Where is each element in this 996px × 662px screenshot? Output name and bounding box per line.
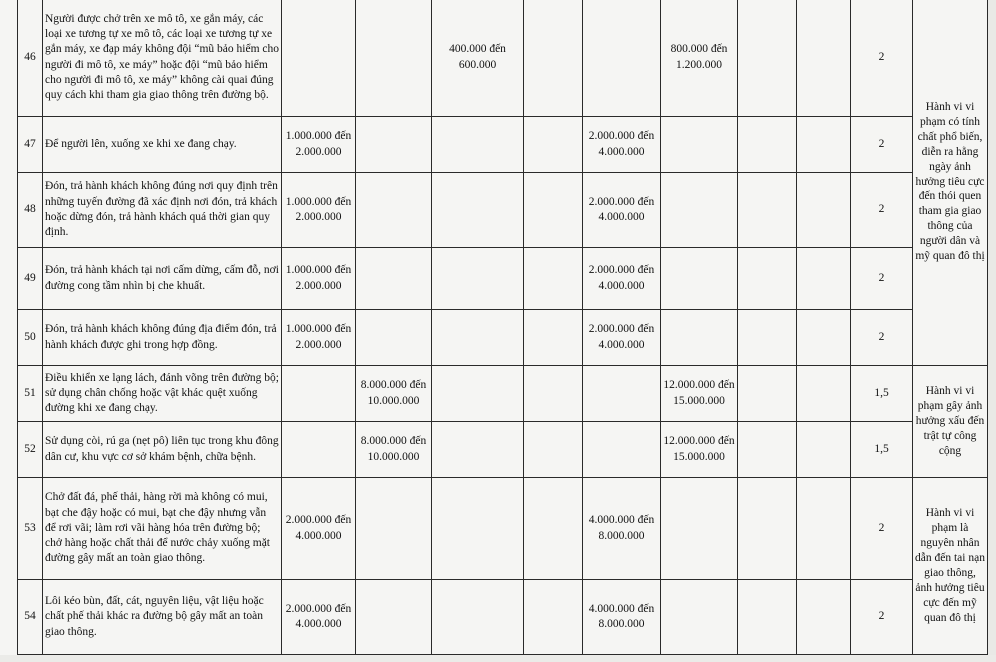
fine-cell [524, 478, 583, 580]
fine-cell [356, 478, 432, 580]
fine-cell [661, 310, 738, 366]
row-number: 49 [18, 248, 43, 310]
empty-cell [797, 310, 851, 366]
fine-cell: 4.000.000 đến 8.000.000 [583, 478, 661, 580]
fine-cell [356, 248, 432, 310]
fine-cell [583, 0, 661, 117]
fine-cell: 2.000.000 đến 4.000.000 [583, 173, 661, 248]
table-row [18, 173, 988, 248]
fine-cell: 400.000 đến 600.000 [432, 0, 524, 117]
row-number: 53 [18, 478, 43, 580]
row-number: 46 [18, 0, 43, 117]
fine-cell: 1.000.000 đến 2.000.000 [282, 248, 356, 310]
row-number: 47 [18, 117, 43, 173]
fine-cell [432, 248, 524, 310]
fine-cell [661, 580, 738, 655]
empty-cell [797, 248, 851, 310]
empty-cell [797, 173, 851, 248]
group-note: Hành vi vi phạm là nguyên nhân dẫn đến tai nạn giao thông, ảnh hưởng tiêu cực đến mỹ quan đô thị [913, 478, 988, 655]
fine-cell [432, 580, 524, 655]
fine-cell [738, 580, 797, 655]
penalty-table [17, 0, 988, 655]
multiplier-cell: 2 [851, 478, 913, 580]
multiplier-cell: 2 [851, 248, 913, 310]
fine-cell [356, 580, 432, 655]
table-row [18, 248, 988, 310]
fine-cell [432, 310, 524, 366]
fine-cell: 1.000.000 đến 2.000.000 [282, 310, 356, 366]
violation-description: Đón, trả hành khách không đúng địa điểm đón, trả hành khách được ghi trong hợp đồng. [43, 310, 282, 366]
violation-description: Đón, trả hành khách tại nơi cấm dừng, cấm đỗ, nơi đường cong tầm nhìn bị che khuất. [43, 248, 282, 310]
table-row [18, 422, 988, 478]
table-row [18, 366, 988, 422]
page-edge-shadow [988, 0, 996, 662]
violation-description: Sử dụng còi, rú ga (nẹt pô) liên tục trong khu đông dân cư, khu vực cơ sở khám bệnh, chữa bệnh. [43, 422, 282, 478]
fine-cell [738, 366, 797, 422]
empty-cell [797, 0, 851, 117]
fine-cell: 800.000 đến 1.200.000 [661, 0, 738, 117]
fine-cell: 8.000.000 đến 10.000.000 [356, 366, 432, 422]
fine-cell [738, 248, 797, 310]
fine-cell: 2.000.000 đến 4.000.000 [583, 248, 661, 310]
fine-cell: 4.000.000 đến 8.000.000 [583, 580, 661, 655]
fine-cell: 12.000.000 đến 15.000.000 [661, 422, 738, 478]
violation-description: Đón, trả hành khách không đúng nơi quy định trên những tuyến đường đã xác định nơi đón, trả khách hoặc dừng đón, trả hành khách quá thời gian quy định. [43, 173, 282, 248]
multiplier-cell: 2 [851, 580, 913, 655]
table-row [18, 0, 988, 117]
fine-cell [356, 0, 432, 117]
fine-cell [738, 0, 797, 117]
multiplier-cell: 2 [851, 117, 913, 173]
group-note: Hành vi vi phạm có tính chất phổ biến, diễn ra hằng ngày ảnh hưởng tiêu cực đến thói quen tham gia giao thông của người dân và mỹ quan đô thị [913, 0, 988, 366]
fine-cell: 2.000.000 đến 4.000.000 [282, 478, 356, 580]
empty-cell [797, 422, 851, 478]
fine-cell [661, 173, 738, 248]
fine-cell [356, 117, 432, 173]
fine-cell [661, 117, 738, 173]
violation-description: Điều khiển xe lạng lách, đánh võng trên đường bộ; sử dụng chân chống hoặc vật khác quệt xuống đường khi xe đang chạy. [43, 366, 282, 422]
multiplier-cell: 2 [851, 173, 913, 248]
empty-cell [797, 478, 851, 580]
fine-cell [738, 310, 797, 366]
violation-description: Chở đất đá, phế thải, hàng rời mà không có mui, bạt che đậy hoặc có mui, bạt che đậy nhưng vẫn để rơi vãi; làm rơi vãi hàng hóa trên đường bộ; chở hàng hoặc chất thải để nước chảy xuống mặt đường gây mất an toàn giao thông. [43, 478, 282, 580]
fine-cell [738, 173, 797, 248]
fine-cell [738, 117, 797, 173]
table-row [18, 580, 988, 655]
fine-cell [738, 422, 797, 478]
fine-cell: 2.000.000 đến 4.000.000 [583, 310, 661, 366]
fine-cell [583, 366, 661, 422]
fine-cell [432, 117, 524, 173]
table-row [18, 478, 988, 580]
fine-cell [432, 173, 524, 248]
fine-cell [524, 173, 583, 248]
fine-cell [356, 173, 432, 248]
fine-cell: 2.000.000 đến 4.000.000 [583, 117, 661, 173]
multiplier-cell: 2 [851, 0, 913, 117]
empty-cell [797, 366, 851, 422]
multiplier-cell: 1,5 [851, 366, 913, 422]
violation-description: Người được chở trên xe mô tô, xe gắn máy, các loại xe tương tự xe mô tô, các loại xe tương tự xe gắn máy, xe đạp máy không đội “mũ bảo hiểm cho người đi mô tô, xe máy” hoặc đội “mũ bảo hiểm cho người đi mô tô, xe máy” không cài quai đúng quy cách khi tham gia giao thông trên đường bộ. [43, 0, 282, 117]
fine-cell: 1.000.000 đến 2.000.000 [282, 173, 356, 248]
table-row [18, 117, 988, 173]
fine-cell [524, 117, 583, 173]
fine-cell [282, 422, 356, 478]
fine-cell [524, 580, 583, 655]
fine-cell [432, 422, 524, 478]
fine-cell: 2.000.000 đến 4.000.000 [282, 580, 356, 655]
violation-description: Lôi kéo bùn, đất, cát, nguyên liệu, vật liệu hoặc chất phế thải khác ra đường bộ gây mất an toàn giao thông. [43, 580, 282, 655]
table-row [18, 310, 988, 366]
fine-cell [356, 310, 432, 366]
fine-cell: 8.000.000 đến 10.000.000 [356, 422, 432, 478]
multiplier-cell: 1,5 [851, 422, 913, 478]
row-number: 54 [18, 580, 43, 655]
fine-cell [282, 366, 356, 422]
row-number: 51 [18, 366, 43, 422]
fine-cell [524, 422, 583, 478]
fine-cell [524, 248, 583, 310]
fine-cell: 12.000.000 đến 15.000.000 [661, 366, 738, 422]
row-number: 52 [18, 422, 43, 478]
row-number: 48 [18, 173, 43, 248]
violation-description: Để người lên, xuống xe khi xe đang chạy. [43, 117, 282, 173]
fine-cell: 1.000.000 đến 2.000.000 [282, 117, 356, 173]
fine-cell [524, 0, 583, 117]
fine-cell [432, 478, 524, 580]
fine-cell [661, 248, 738, 310]
group-note: Hành vi vi phạm gây ảnh hưởng xấu đến trật tự công cộng [913, 366, 988, 478]
fine-cell [738, 478, 797, 580]
row-number: 50 [18, 310, 43, 366]
fine-cell [432, 366, 524, 422]
empty-cell [797, 580, 851, 655]
fine-cell [661, 478, 738, 580]
multiplier-cell: 2 [851, 310, 913, 366]
page-edge-shadow [0, 655, 996, 662]
fine-cell [583, 422, 661, 478]
fine-cell [524, 310, 583, 366]
fine-cell [282, 0, 356, 117]
empty-cell [797, 117, 851, 173]
fine-cell [524, 366, 583, 422]
